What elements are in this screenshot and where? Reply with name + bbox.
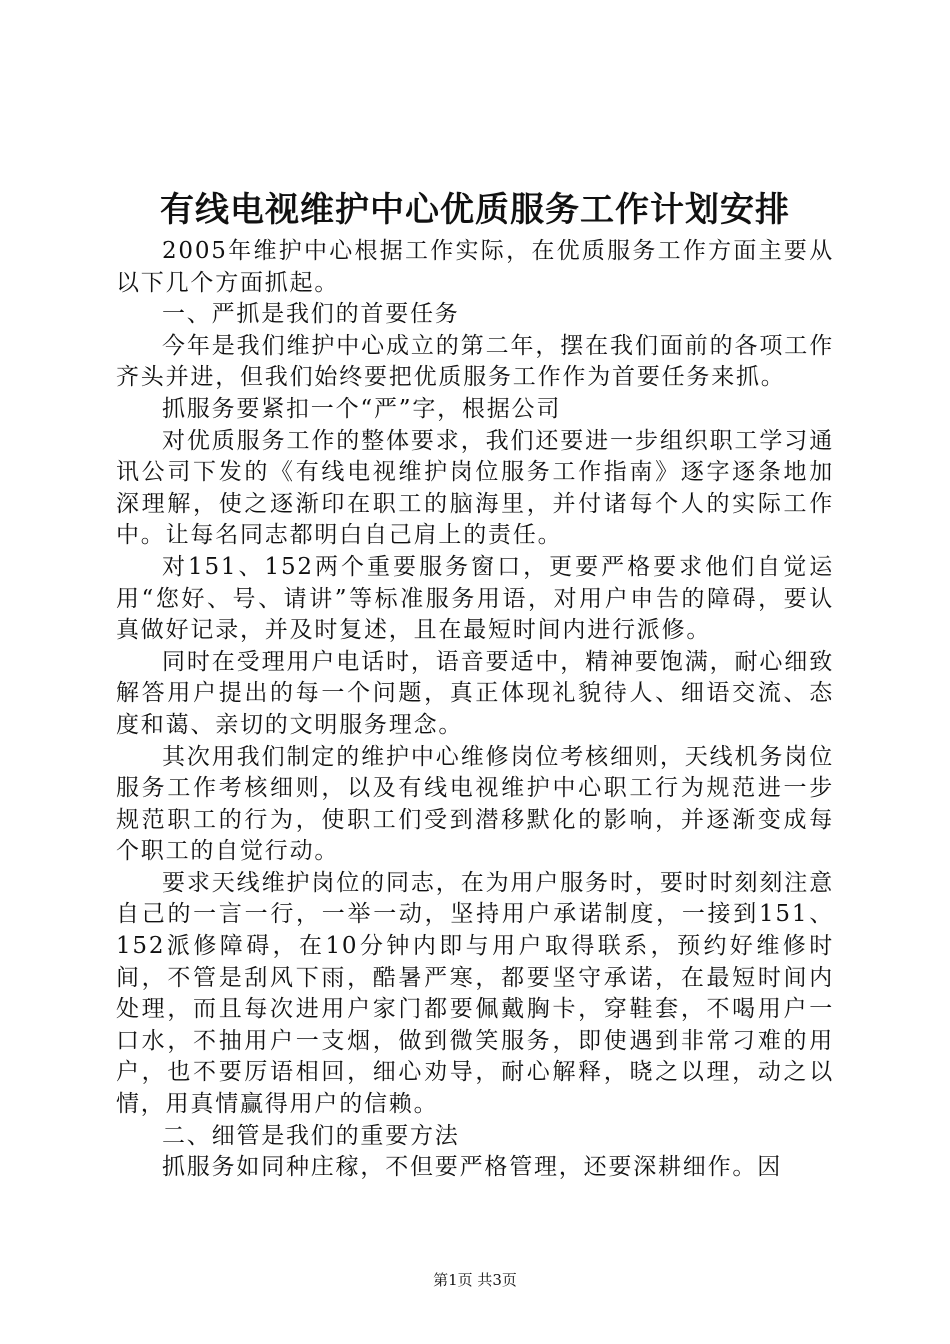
paragraph: 同时在受理用户电话时，语音要适中，精神要饱满，耐心细致解答用户提出的每一个问题，真正体现礼貌待人、细语交流、态度和蔼、亲切的文明服务理念。 <box>116 648 834 738</box>
document-body <box>116 236 834 1184</box>
section-heading: 二、细管是我们的重要方法 <box>162 1122 460 1149</box>
paragraph: 其次用我们制定的维护中心维修岗位考核细则，天线机务岗位服务工作考核细则，以及有线电视维护中心职工行为规范进一步规范职工的行为，使职工们受到潜移默化的影响，并逐渐变成每个职工的自觉行动。 <box>116 743 834 865</box>
paragraph: 要求天线维护岗位的同志，在为用户服务时，要时时刻刻注意自己的一言一行，一举一动，坚持用户承诺制度，一接到151、152派修障碍，在10分钟内即与用户取得联系，预约好维修时间，不管是刮风下雨，酷暑严寒，都要坚守承诺，在最短时间内处理，而且每次进用户家门都要佩戴胸卡，穿鞋套，不喝用户一口水，不抽用户一支烟，做到微笑服务，即使遇到非常刁难的用户，也不要厉语相回，细心劝导，耐心解释，晓之以理，动之以情，用真情赢得用户的信赖。 <box>116 869 834 1118</box>
paragraph: 对151、152两个重要服务窗口，更要严格要求他们自觉运用“您好、号、请讲”等标准服务用语，对用户申告的障碍，要认真做好记录，并及时复述，且在最短时间内进行派修。 <box>116 553 834 644</box>
page-footer: 第1页 共3页 <box>433 1271 517 1289</box>
document-title: 有线电视维护中心优质服务工作计划安排 <box>160 190 790 230</box>
paragraph: 抓服务要紧扣一个“严”字，根据公司 <box>162 395 562 422</box>
paragraph: 抓服务如同种庄稼，不但要严格管理，还要深耕细作。因 <box>162 1154 782 1181</box>
paragraph: 2005年维护中心根据工作实际，在优质服务工作方面主要从以下几个方面抓起。 <box>116 238 834 296</box>
section-heading: 一、严抓是我们的首要任务 <box>162 301 460 328</box>
paragraph: 对优质服务工作的整体要求，我们还要进一步组织职工学习通讯公司下发的《有线电视维护岗位服务工作指南》逐字逐条地加深理解，使之逐渐印在职工的脑海里，并付诸每个人的实际工作中。让每名同志都明白自己肩上的责任。 <box>116 427 834 549</box>
paragraph: 今年是我们维护中心成立的第二年，摆在我们面前的各项工作齐头并进，但我们始终要把优质服务工作作为首要任务来抓。 <box>116 332 834 391</box>
